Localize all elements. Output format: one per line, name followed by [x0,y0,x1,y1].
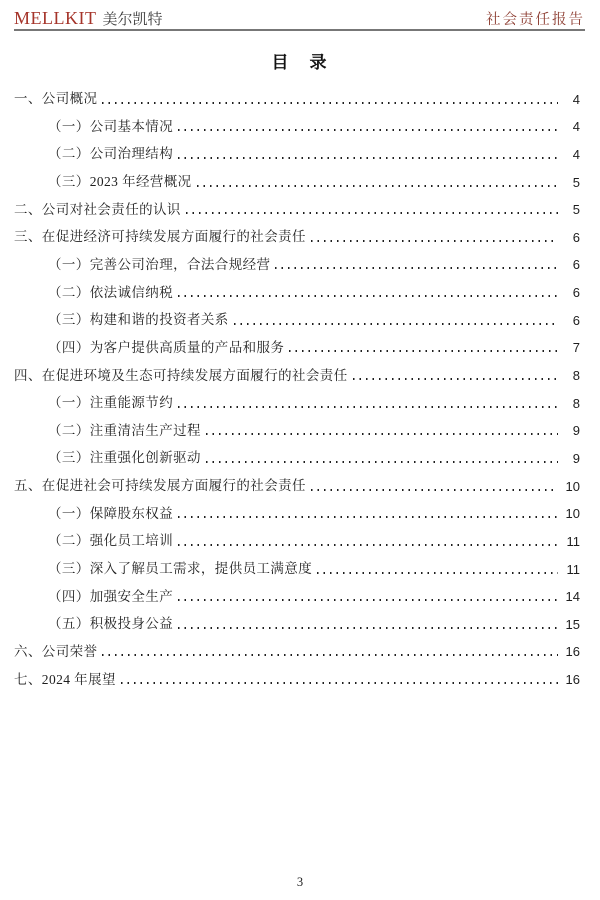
toc-entry-label: （三）深入了解员工需求，提供员工满意度 [48,561,313,577]
dot-leader [102,654,558,656]
toc-entry [14,305,580,333]
toc-entry-label: （五）积极投身公益 [48,616,174,632]
toc-entry-page: 5 [572,174,580,190]
toc-entry-page: 9 [572,423,580,439]
dot-leader [178,129,558,131]
toc-entry [14,139,580,167]
toc-entry-label: 一、公司概况 [14,91,98,107]
toc-entry-page: 10 [565,506,580,522]
toc-entry [14,84,580,112]
toc-entry [14,167,580,195]
toc-entry [14,250,580,278]
toc-entry-label: （一）公司基本情况 [48,118,174,134]
toc-entry-label: （二）依法诚信纳税 [48,284,174,300]
toc-entry [14,277,580,305]
toc-entry-page: 4 [572,119,580,135]
toc-entry-page: 8 [572,368,580,384]
dot-leader [178,516,558,518]
dot-leader [186,212,558,214]
toc-entry-label: （二）强化员工培训 [48,533,174,549]
toc-entry-page: 5 [572,202,580,218]
toc-title: 目 录 [271,53,329,72]
dot-leader [206,433,558,435]
toc-entry [14,112,580,140]
toc-entry [14,222,580,250]
toc-entry-label: 四、在促进环境及生态可持续发展方面履行的社会责任 [14,367,348,383]
toc-list [14,84,580,692]
toc-entry-label: （一）注重能源节约 [48,395,174,411]
logo-chinese-text: 美尔凯特 [102,12,163,28]
dot-leader [234,323,558,325]
toc-entry [14,471,580,499]
page-header [14,8,585,29]
toc-entry-label: 六、公司荣誉 [14,643,98,659]
toc-entry [14,333,580,361]
toc-entry-label: （二）公司治理结构 [48,146,174,162]
toc-entry-label: 五、在促进社会可持续发展方面履行的社会责任 [14,478,306,494]
toc-entry [14,637,580,665]
toc-entry-page: 6 [572,229,580,245]
company-logo [14,8,163,29]
dot-leader [178,627,558,629]
logo-latin-text: MELLKIT [14,8,97,28]
dot-leader [178,599,558,601]
toc-entry-label: （一）保障股东权益 [48,505,174,521]
page-number: 3 [296,875,304,889]
toc-entry [14,416,580,444]
toc-entry [14,526,580,554]
toc-entry-page: 6 [572,312,580,328]
toc-entry [14,360,580,388]
toc-entry [14,609,580,637]
dot-leader [178,295,558,297]
toc-entry-label: （三）2023 年经营概况 [48,174,192,190]
dot-leader [178,157,558,159]
toc-entry-label: （一）完善公司治理，合法合规经营 [48,256,271,272]
toc-entry-page: 6 [572,285,580,301]
toc-entry-page: 16 [565,672,580,688]
toc-entry-page: 9 [572,450,580,466]
toc-entry-page: 16 [565,644,580,660]
page-footer [0,875,600,890]
toc-entry-label: 二、公司对社会责任的认识 [14,201,181,217]
dot-leader [206,461,558,463]
toc-entry-label: （三）构建和谐的投资者关系 [48,312,229,328]
dot-leader [178,544,558,546]
toc-entry [14,499,580,527]
toc-entry-page: 11 [566,533,580,549]
toc-entry-page: 11 [566,561,580,577]
dot-leader [311,489,558,491]
toc-entry [14,664,580,692]
toc-entry-page: 4 [572,146,580,162]
toc-entry-label: 七、2024 年展望 [14,671,116,687]
dot-leader [275,267,558,269]
toc-entry-page: 4 [572,91,580,107]
toc-entry-page: 8 [572,395,580,411]
dot-leader [353,378,558,380]
toc-entry-page: 7 [572,340,580,356]
toc-entry [14,388,580,416]
dot-leader [197,185,558,187]
report-title: 社会责任报告 [486,12,585,28]
header-rule [14,29,585,31]
dot-leader [102,102,558,104]
dot-leader [178,406,558,408]
dot-leader [317,572,558,574]
toc-entry-label: 三、在促进经济可持续发展方面履行的社会责任 [14,229,306,245]
toc-entry-page: 10 [565,478,580,494]
toc-entry [14,554,580,582]
toc-entry-label: （二）注重清洁生产过程 [48,422,201,438]
toc-entry-page: 15 [565,616,580,632]
toc-entry-page: 6 [572,257,580,273]
dot-leader [311,240,558,242]
toc-entry-page: 14 [565,589,580,605]
toc-entry-label: （四）为客户提供高质量的产品和服务 [48,339,285,355]
toc-entry-label: （三）注重强化创新驱动 [48,450,201,466]
toc-entry-label: （四）加强安全生产 [48,588,174,604]
toc-entry [14,582,580,610]
toc-entry [14,443,580,471]
dot-leader [289,350,558,352]
dot-leader [121,682,558,684]
toc-entry [14,195,580,223]
